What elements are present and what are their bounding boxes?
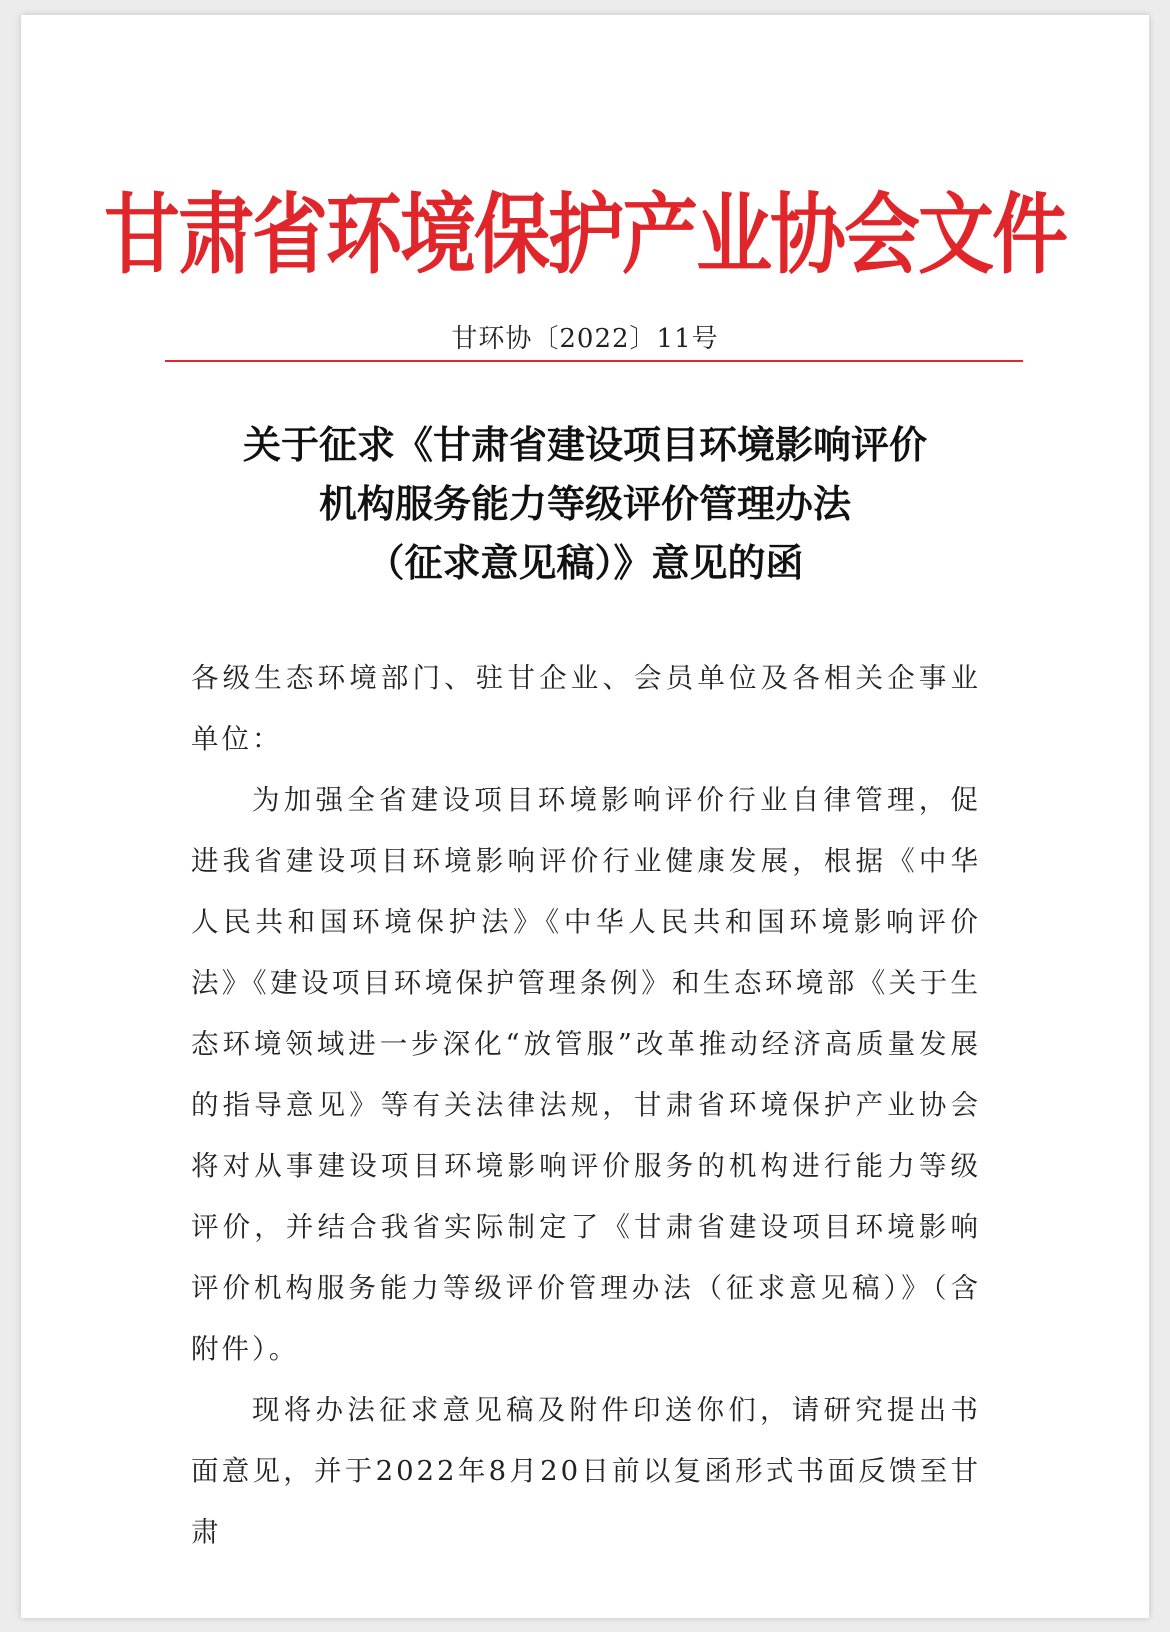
red-divider-line bbox=[165, 360, 1023, 362]
subject-line: 关于征求《甘肃省建设项目环境影响评价 bbox=[242, 422, 927, 467]
body-paragraph: 为加强全省建设项目环境影响评价行业自律管理，促进我省建设项目环境影响评价行业健康发展，根据《中华人民共和国环境保护法》《中华人民共和国环境影响评价法》《建设项目环境保护管理条例》和生态环境部《关于生态环境领域进一步深化“放管服”改革推动经济高质量发展的指导意见》等有关法律法规，甘肃省环境保护产业协会将对从事建设项目环境影响评价服务的机构进行能力等级评价，并结合我省实际制定了《甘肃省建设项目环境影响评价机构服务能力等级评价管理办法（征求意见稿）》（含附件）。 bbox=[191, 784, 981, 1365]
document-number: 甘环协〔2022〕11号 bbox=[451, 324, 719, 354]
salutation: 各级生态环境部门、驻甘企业、会员单位及各相关企事业单位： bbox=[191, 662, 981, 755]
document-subject bbox=[21, 415, 1149, 592]
subject-line: （征求意见稿）》意见的函 bbox=[366, 540, 804, 585]
document-body bbox=[191, 648, 981, 1563]
body-paragraph: 现将办法征求意见稿及附件印送你们，请研究提出书面意见，并于2022年8月20日前以复函形式书面反馈至甘肃 bbox=[191, 1394, 981, 1548]
subject-line: 机构服务能力等级评价管理办法 bbox=[318, 481, 851, 526]
document-page bbox=[21, 15, 1149, 1618]
document-header-title: 甘肃省环境保护产业协会文件 bbox=[104, 183, 1066, 286]
